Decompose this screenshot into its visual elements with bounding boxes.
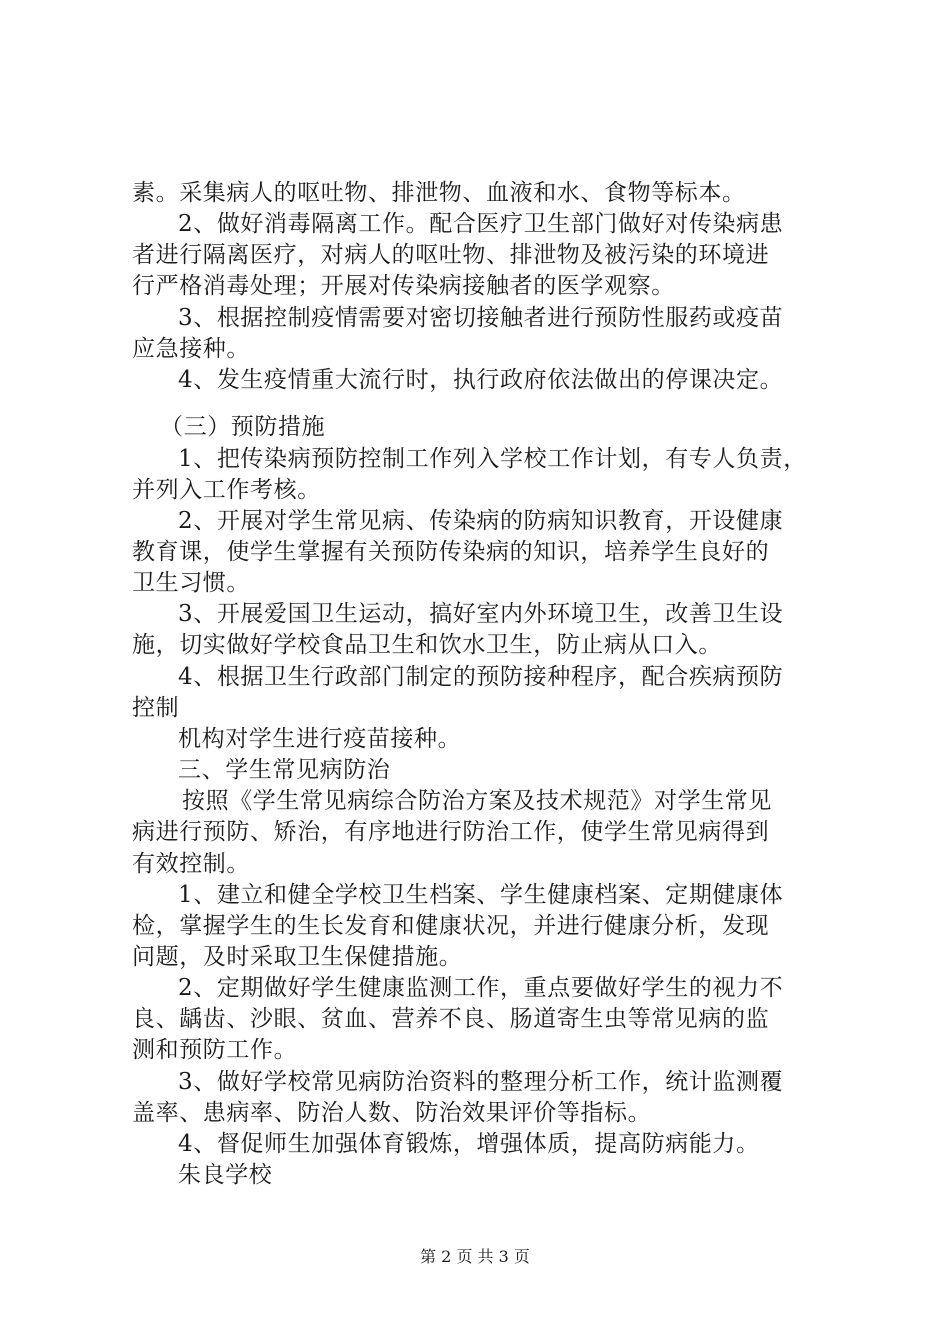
text-line: 行严格消毒处理；开展对传染病接触者的医学观察。 [132,273,675,299]
signature-line: 朱良学校 [178,1162,273,1188]
text-line: 有效控制。 [132,851,250,877]
text-line: 2、开展对学生常见病、传染病的防病知识教育，开设健康 [178,508,784,534]
text-line: 并列入工作考核。 [132,477,321,503]
page-number: 第 2 页 共 3 页 [420,1247,530,1266]
text-line: 4、发生疫情重大流行时，执行政府依法做出的停课决定。 [178,367,784,393]
text-line: 测和预防工作。 [132,1037,298,1063]
text-line: 良、龋齿、沙眼、贫血、营养不良、肠道寄生虫等常见病的监 [132,1006,770,1032]
text-line: 1、建立和健全学校卫生档案、学生健康档案、定期健康体 [178,882,784,908]
text-line: 控制 [132,695,180,721]
section-heading: 三、学生常见病防治 [178,757,391,783]
text-line: 施，切实做好学校食品卫生和饮水卫生，防止病从口入。 [132,632,722,658]
text-line: 4、督促师生加强体育锻炼，增强体质，提高防病能力。 [178,1131,760,1157]
text-line: 按照《学生常见病综合防治方案及技术规范》对学生常见 [182,788,772,814]
text-line: 3、做好学校常见病防治资料的整理分析工作，统计监测覆 [178,1069,784,1095]
text-line: 教育课，使学生掌握有关预防传染病的知识，培养学生良好的 [132,539,770,565]
text-line: 机构对学生进行疫苗接种。 [178,726,462,752]
text-line: 3、开展爱国卫生运动，搞好室内外环境卫生，改善卫生设 [178,601,784,627]
text-line: 盖率、患病率、防治人数、防治效果评价等指标。 [132,1100,652,1126]
text-line: 检，掌握学生的生长发育和健康状况，并进行健康分析，发现 [132,913,770,939]
text-line: 3、根据控制疫情需要对密切接触者进行预防性服药或疫苗 [178,305,784,331]
text-line: 应急接种。 [132,336,250,362]
text-line: 2、做好消毒隔离工作。配合医疗卫生部门做好对传染病患 [178,211,784,237]
text-line: 素。采集病人的呕吐物、排泄物、血液和水、食物等标本。 [132,180,746,206]
text-line: 2、定期做好学生健康监测工作，重点要做好学生的视力不 [178,975,784,1001]
text-line: 病进行预防、矫治，有序地进行防治工作，使学生常见病得到 [132,819,770,845]
section-heading: （三）预防措施 [160,414,326,440]
text-line: 1、把传染病预防控制工作列入学校工作计划，有专人负责， [178,446,807,472]
text-line: 者进行隔离医疗，对病人的呕吐物、排泄物及被污染的环境进 [132,242,770,268]
text-line: 卫生习惯。 [132,570,250,596]
text-line: 问题，及时采取卫生保健措施。 [132,944,463,970]
text-line: 4、根据卫生行政部门制定的预防接种程序，配合疾病预防 [178,664,784,690]
